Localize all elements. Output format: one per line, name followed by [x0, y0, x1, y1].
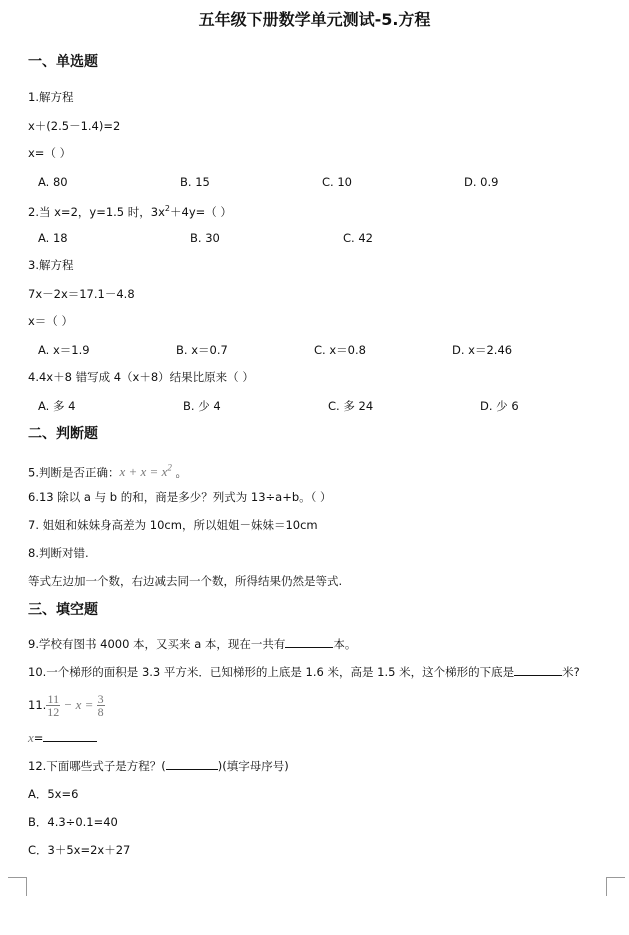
q2-option-b[interactable]: B. 30 — [190, 231, 220, 245]
q3-ask: x＝（ ） — [28, 314, 73, 328]
q9-stem: 9.学校有图书 4000 本，又买来 a 本，现在一共有 本。 — [28, 637, 357, 651]
q1-option-c[interactable]: C. 10 — [322, 175, 352, 189]
q11-fraction-2: $\frac{3}{8}$ — [97, 692, 104, 719]
q1-option-d[interactable]: D. 0.9 — [464, 175, 499, 189]
q3-stem: 3.解方程 — [28, 258, 74, 272]
q5-stem: 5.判断是否正确：$x + x = x^2$ 。 — [28, 463, 187, 480]
page-corner-mark-right — [606, 877, 625, 896]
section-heading-true-false: 二、判断题 — [28, 426, 98, 442]
q3-equation: 7x－2x＝17.1－4.8 — [28, 287, 135, 301]
q7-stem: 7. 姐姐和妹妹身高差为 10cm，所以姐姐－妹妹＝10cm — [28, 518, 318, 532]
q2-option-c[interactable]: C. 42 — [343, 231, 373, 245]
q3-option-a[interactable]: A. x＝1.9 — [38, 343, 90, 357]
q8-statement: 等式左边加一个数，右边减去同一个数，所得结果仍然是等式. — [28, 574, 343, 588]
q12-option-c: C．3＋5x=2x＋27 — [28, 843, 131, 857]
q1-stem: 1.解方程 — [28, 90, 74, 104]
q12-answer-blank[interactable] — [166, 769, 218, 770]
section-heading-single-choice: 一、单选题 — [28, 54, 98, 70]
q4-stem: 4.4x＋8 错写成 4（x＋8）结果比原来（ ） — [28, 370, 254, 384]
q1-equation: x＋(2.5－1.4)=2 — [28, 119, 121, 133]
q3-option-c[interactable]: C. x＝0.8 — [314, 343, 366, 357]
q3-option-b[interactable]: B. x＝0.7 — [176, 343, 228, 357]
q4-option-c[interactable]: C. 多 24 — [328, 399, 374, 413]
q2-stem: 2.当 x=2，y=1.5 时，$3x^2+4y=$（ ） — [28, 204, 232, 219]
q6-stem: 6.13 除以 a 与 b 的和，商是多少？列式为 13÷a+b。（ ） — [28, 490, 332, 504]
q1-option-a[interactable]: A. 80 — [38, 175, 68, 189]
section-heading-fill-blank: 三、填空题 — [28, 602, 98, 618]
q9-answer-blank[interactable] — [285, 647, 333, 648]
q12-stem: 12.下面哪些式子是方程？( )(填字母序号) — [28, 759, 289, 773]
page-title: 五年级下册数学单元测试-5.方程 — [198, 10, 431, 29]
q10-answer-blank[interactable] — [514, 675, 562, 676]
q11-answer: x= — [28, 730, 97, 746]
q2-option-a[interactable]: A. 18 — [38, 231, 68, 245]
q5-formula: $x + x = x^2$ — [119, 463, 172, 480]
q11-answer-blank[interactable] — [43, 741, 97, 742]
q1-option-b[interactable]: B. 15 — [180, 175, 210, 189]
q12-option-b: B．4.3÷0.1=40 — [28, 815, 118, 829]
q4-option-a[interactable]: A. 多 4 — [38, 399, 76, 413]
q1-ask: x=（ ） — [28, 146, 72, 160]
q10-stem: 10.一个梯形的面积是 3.3 平方米．已知梯形的上底是 1.6 米，高是 1.5 米，这个梯形的下底是 米? — [28, 665, 580, 679]
q4-option-d[interactable]: D. 少 6 — [480, 399, 519, 413]
q11-stem: 11. $\frac{11}{12}$ − x = $\frac{3}{8}$ — [28, 692, 104, 719]
q3-option-d[interactable]: D. x＝2.46 — [452, 343, 513, 357]
page-corner-mark-left — [8, 877, 27, 896]
q4-option-b[interactable]: B. 少 4 — [183, 399, 221, 413]
q11-fraction-1: $\frac{11}{12}$ — [47, 692, 60, 719]
q12-option-a: A．5x=6 — [28, 787, 79, 801]
q8-stem: 8.判断对错. — [28, 546, 89, 560]
